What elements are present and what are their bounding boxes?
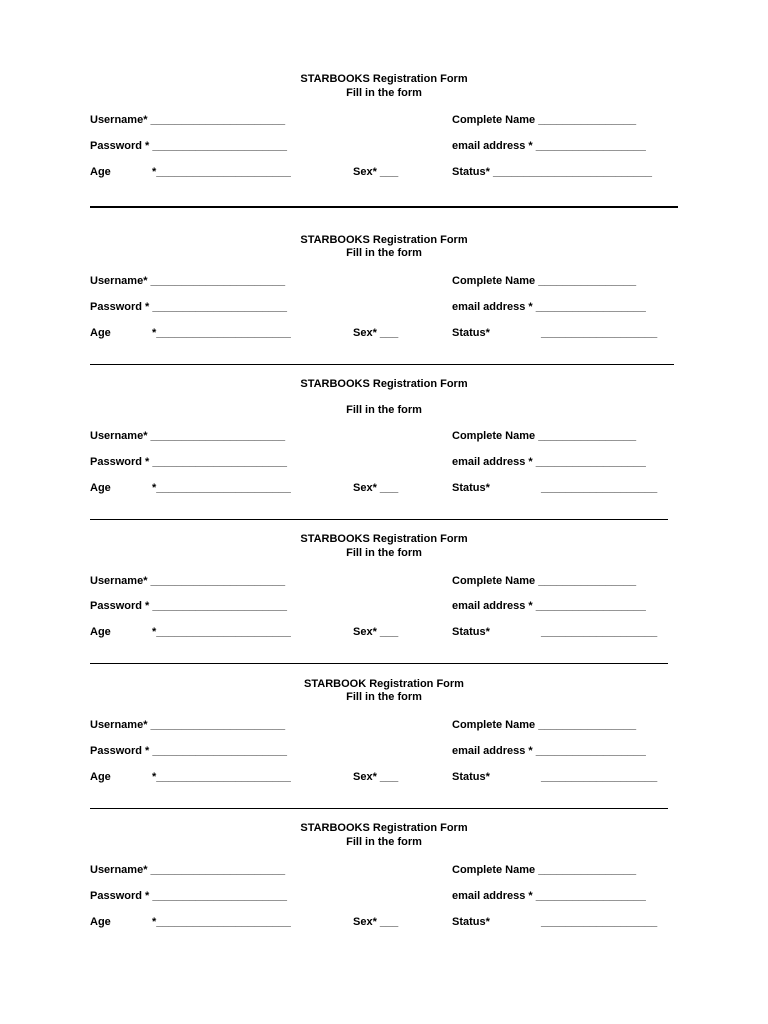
status-field[interactable]: Status*: [452, 482, 490, 494]
age-field[interactable]: *______________________: [152, 327, 291, 339]
sex-field[interactable]: Sex* ___: [353, 626, 399, 638]
complete-name-field[interactable]: Complete Name ________________: [452, 575, 637, 587]
sex-field[interactable]: Sex* ___: [353, 916, 399, 928]
sex-field[interactable]: Sex* ___: [353, 771, 399, 783]
sex-field[interactable]: Sex* ___: [353, 166, 399, 178]
age-field[interactable]: *______________________: [152, 771, 291, 783]
status-field[interactable]: Status*: [452, 916, 490, 928]
status-blank[interactable]: ___________________: [541, 771, 658, 783]
email-field[interactable]: email address * __________________: [452, 456, 646, 468]
sex-field[interactable]: Sex* ___: [353, 482, 399, 494]
complete-name-field[interactable]: Complete Name ________________: [452, 114, 637, 126]
username-field[interactable]: Username* ______________________: [90, 864, 286, 876]
status-blank[interactable]: ___________________: [541, 327, 658, 339]
username-field[interactable]: Username* ______________________: [90, 719, 286, 731]
complete-name-field[interactable]: Complete Name ________________: [452, 430, 637, 442]
status-field[interactable]: Status*: [452, 327, 490, 339]
status-blank[interactable]: ___________________: [541, 626, 658, 638]
form-title: STARBOOKS Registration Form: [300, 234, 468, 246]
form-title: STARBOOKS Registration Form: [300, 73, 468, 85]
form-subtitle: Fill in the form: [346, 247, 422, 259]
status-blank[interactable]: ___________________: [541, 482, 658, 494]
status-field[interactable]: Status*: [452, 626, 490, 638]
password-field[interactable]: Password * ______________________: [90, 890, 287, 902]
complete-name-field[interactable]: Complete Name ________________: [452, 719, 637, 731]
password-field[interactable]: Password * ______________________: [90, 456, 287, 468]
password-field[interactable]: Password * ______________________: [90, 301, 287, 313]
age-label: Age: [90, 482, 111, 494]
age-field[interactable]: *______________________: [152, 482, 291, 494]
form-subtitle: Fill in the form: [346, 404, 422, 416]
age-label: Age: [90, 327, 111, 339]
complete-name-field[interactable]: Complete Name ________________: [452, 864, 637, 876]
age-label: Age: [90, 916, 111, 928]
email-field[interactable]: email address * __________________: [452, 600, 646, 612]
form-subtitle: Fill in the form: [346, 547, 422, 559]
age-field[interactable]: *______________________: [152, 626, 291, 638]
form-title: STARBOOK Registration Form: [304, 678, 464, 690]
status-blank[interactable]: ___________________: [541, 916, 658, 928]
form-title: STARBOOKS Registration Form: [300, 378, 468, 390]
age-label: Age: [90, 626, 111, 638]
username-field[interactable]: Username* ______________________: [90, 430, 286, 442]
username-field[interactable]: Username* ______________________: [90, 575, 286, 587]
age-field[interactable]: *______________________: [152, 916, 291, 928]
age-label: Age: [90, 166, 111, 178]
age-label: Age: [90, 771, 111, 783]
email-field[interactable]: email address * __________________: [452, 301, 646, 313]
password-field[interactable]: Password * ______________________: [90, 140, 287, 152]
form-divider: [90, 519, 668, 520]
status-field[interactable]: Status* __________________________: [452, 166, 653, 178]
password-field[interactable]: Password * ______________________: [90, 745, 287, 757]
password-field[interactable]: Password * ______________________: [90, 600, 287, 612]
sex-field[interactable]: Sex* ___: [353, 327, 399, 339]
form-subtitle: Fill in the form: [346, 836, 422, 848]
form-divider: [90, 808, 668, 809]
email-field[interactable]: email address * __________________: [452, 745, 646, 757]
email-field[interactable]: email address * __________________: [452, 140, 646, 152]
form-divider: [90, 663, 668, 664]
form-divider: [90, 364, 674, 365]
form-title: STARBOOKS Registration Form: [300, 822, 468, 834]
status-field[interactable]: Status*: [452, 771, 490, 783]
form-divider: [90, 206, 678, 208]
email-field[interactable]: email address * __________________: [452, 890, 646, 902]
form-title: STARBOOKS Registration Form: [300, 533, 468, 545]
complete-name-field[interactable]: Complete Name ________________: [452, 275, 637, 287]
username-field[interactable]: Username* ______________________: [90, 114, 286, 126]
age-field[interactable]: *______________________: [152, 166, 291, 178]
form-subtitle: Fill in the form: [346, 691, 422, 703]
username-field[interactable]: Username* ______________________: [90, 275, 286, 287]
form-subtitle: Fill in the form: [346, 87, 422, 99]
